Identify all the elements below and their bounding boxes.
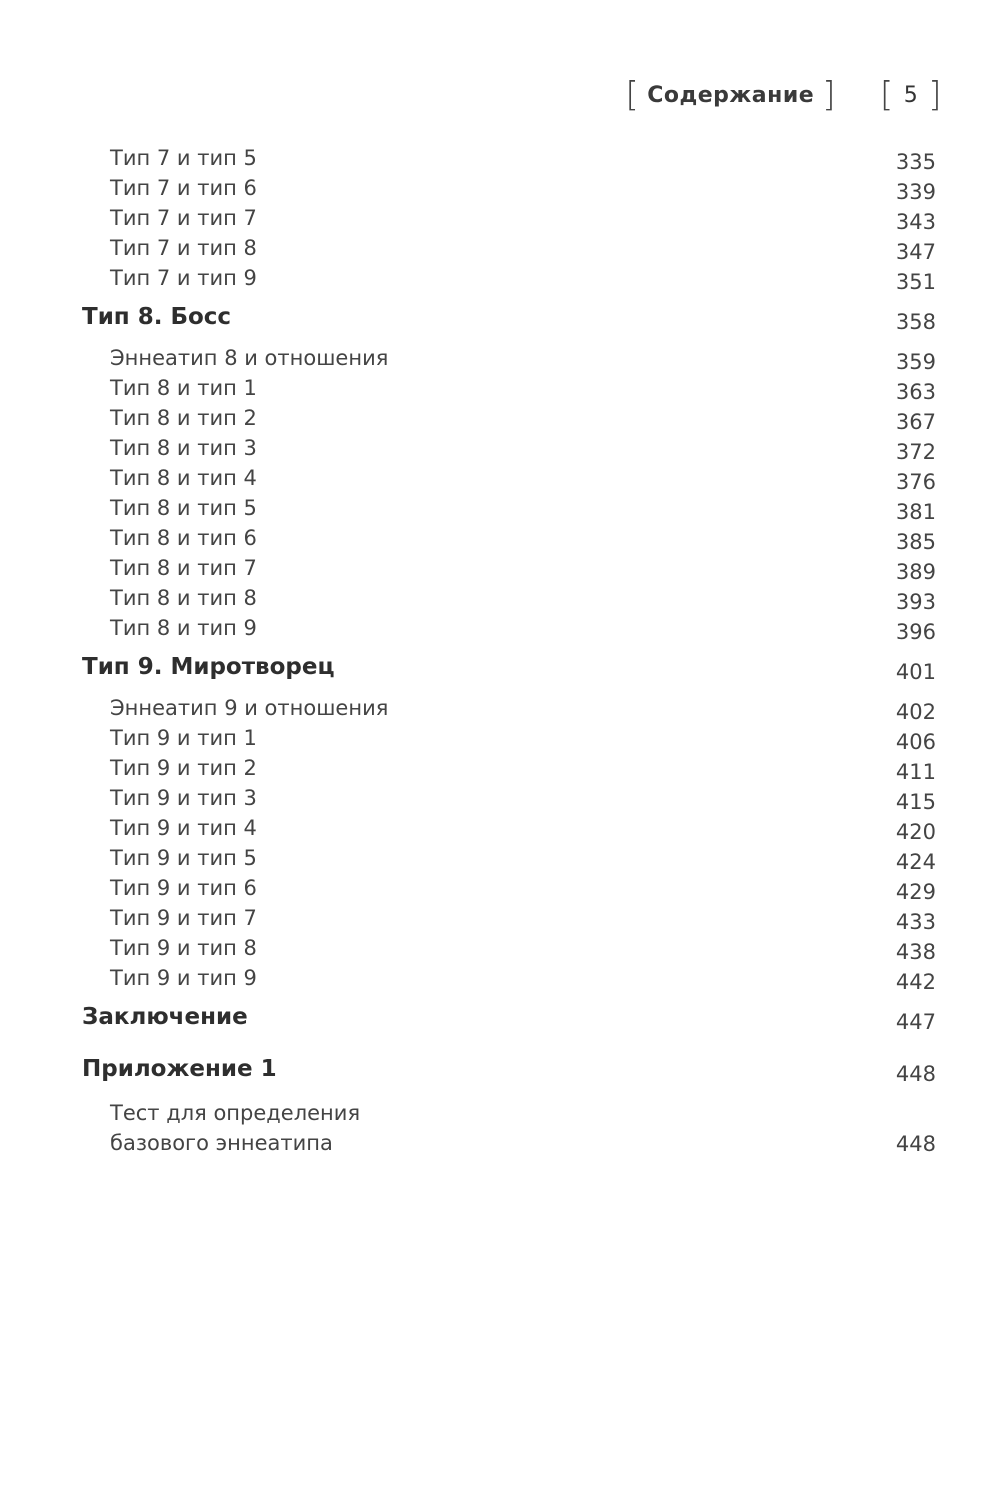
- toc-entry[interactable]: [0, 694, 1000, 724]
- toc-entry[interactable]: [0, 344, 1000, 374]
- open-bracket: [: [625, 75, 640, 115]
- toc-entry-label: Тип 8 и тип 8: [110, 586, 257, 610]
- toc-section-label: Приложение 1: [82, 1056, 277, 1082]
- toc-entry-label: Тип 9 и тип 6: [110, 876, 257, 900]
- toc-entry-page: 396: [895, 620, 936, 644]
- toc-entry-label: Эннеатип 8 и отношения: [110, 346, 389, 370]
- toc-entry-label: Тип 7 и тип 5: [110, 146, 257, 170]
- toc-entry-page: 367: [895, 410, 936, 434]
- toc-entry-page: 420: [895, 820, 936, 844]
- toc-entry-page: 363: [895, 380, 936, 404]
- toc-entry-label-line2: базового эннеатипа: [110, 1131, 333, 1155]
- toc-entry-label: Тип 7 и тип 6: [110, 176, 257, 200]
- toc-entry-page: 448: [895, 1132, 936, 1156]
- toc-entry-label: Тип 8 и тип 3: [110, 436, 257, 460]
- toc-entry-page: 359: [895, 350, 936, 374]
- toc-entry[interactable]: [0, 584, 1000, 614]
- toc-entry-page: 381: [895, 500, 936, 524]
- running-head: [625, 75, 942, 115]
- toc-entry-page: 406: [895, 730, 936, 754]
- toc-entry-label: Тип 9 и тип 8: [110, 936, 257, 960]
- toc-entry-label: Тип 8 и тип 7: [110, 556, 257, 580]
- toc-entry-page: 424: [895, 850, 936, 874]
- toc-entry-label: Тип 9 и тип 5: [110, 846, 257, 870]
- toc-entry[interactable]: [0, 934, 1000, 964]
- toc-entry[interactable]: [0, 784, 1000, 814]
- toc-entry-label: Тип 8 и тип 6: [110, 526, 257, 550]
- toc-section-label: Заключение: [82, 1004, 248, 1030]
- toc-entry-label: Тип 9 и тип 7: [110, 906, 257, 930]
- toc-entry-label: Тип 8 и тип 4: [110, 466, 257, 490]
- toc-section-label: Тип 8. Босс: [82, 304, 232, 330]
- toc-entry-label: Тип 9 и тип 1: [110, 726, 257, 750]
- toc-entry[interactable]: [0, 374, 1000, 404]
- toc-entry[interactable]: [0, 904, 1000, 934]
- toc-entry[interactable]: [0, 144, 1000, 174]
- toc-section-conclusion[interactable]: [0, 1002, 1000, 1046]
- toc-entry[interactable]: [0, 174, 1000, 204]
- toc-entry-page: 411: [895, 760, 936, 784]
- toc-entry[interactable]: [0, 964, 1000, 994]
- toc-entry[interactable]: [0, 754, 1000, 784]
- toc-entry-label: Тип 9 и тип 4: [110, 816, 257, 840]
- toc-entry[interactable]: [0, 844, 1000, 874]
- page-close-bracket: ]: [928, 75, 942, 115]
- toc-entry-page: 402: [895, 700, 936, 724]
- toc-entry[interactable]: [0, 264, 1000, 294]
- table-of-contents: [0, 144, 1000, 1156]
- toc-entry[interactable]: [0, 404, 1000, 434]
- toc-entry[interactable]: [0, 614, 1000, 644]
- running-head-title: Содержание: [647, 82, 815, 108]
- close-bracket: ]: [822, 75, 836, 115]
- toc-entry-label-line1: Тест для определения: [110, 1101, 361, 1125]
- toc-entry-label: Тип 8 и тип 9: [110, 616, 257, 640]
- toc-entry-page: 351: [895, 270, 936, 294]
- toc-entry-label: Тип 9 и тип 3: [110, 786, 257, 810]
- toc-entry[interactable]: [0, 234, 1000, 264]
- toc-entry-label: [110, 1098, 360, 1158]
- toc-entry-label: Тип 9 и тип 2: [110, 756, 257, 780]
- toc-entry-appendix-test[interactable]: [0, 1096, 1000, 1156]
- toc-entry[interactable]: [0, 814, 1000, 844]
- toc-entry-page: 372: [895, 440, 936, 464]
- toc-entry-page: 438: [895, 940, 936, 964]
- page-open-bracket: [: [879, 75, 894, 115]
- toc-entry-page: 393: [895, 590, 936, 614]
- page-number: 5: [903, 82, 919, 108]
- toc-entry-page: 376: [895, 470, 936, 494]
- toc-entry-page: 385: [895, 530, 936, 554]
- toc-section-type-9[interactable]: [0, 652, 1000, 696]
- toc-entry-page: 442: [895, 970, 936, 994]
- toc-entry-page: 415: [895, 790, 936, 814]
- toc-entry-label: Тип 7 и тип 8: [110, 236, 257, 260]
- toc-entry-label: Тип 8 и тип 2: [110, 406, 257, 430]
- toc-entry-label: Тип 7 и тип 7: [110, 206, 257, 230]
- toc-entry-page: 433: [895, 910, 936, 934]
- toc-entry-label: Эннеатип 9 и отношения: [110, 696, 389, 720]
- toc-section-appendix-1[interactable]: [0, 1054, 1000, 1098]
- toc-entry[interactable]: [0, 204, 1000, 234]
- toc-entry[interactable]: [0, 434, 1000, 464]
- toc-entry-page: 389: [895, 560, 936, 584]
- toc-entry-label: Тип 8 и тип 1: [110, 376, 257, 400]
- toc-entry-label: Тип 9 и тип 9: [110, 966, 257, 990]
- toc-entry-label: Тип 8 и тип 5: [110, 496, 257, 520]
- toc-section-page: 358: [895, 310, 936, 334]
- toc-entry[interactable]: [0, 724, 1000, 754]
- toc-entry-page: 429: [895, 880, 936, 904]
- toc-entry-page: 335: [895, 150, 936, 174]
- toc-section-label: Тип 9. Миротворец: [82, 654, 335, 680]
- toc-entry-label: Тип 7 и тип 9: [110, 266, 257, 290]
- toc-entry-page: 347: [895, 240, 936, 264]
- toc-section-page: 447: [895, 1010, 936, 1034]
- toc-entry[interactable]: [0, 874, 1000, 904]
- toc-section-page: 448: [895, 1062, 936, 1086]
- toc-entry[interactable]: [0, 524, 1000, 554]
- toc-entry[interactable]: [0, 554, 1000, 584]
- toc-entry[interactable]: [0, 494, 1000, 524]
- toc-section-type-8[interactable]: [0, 302, 1000, 346]
- toc-entry[interactable]: [0, 464, 1000, 494]
- toc-section-page: 401: [895, 660, 936, 684]
- toc-entry-page: 339: [895, 180, 936, 204]
- toc-entry-page: 343: [895, 210, 936, 234]
